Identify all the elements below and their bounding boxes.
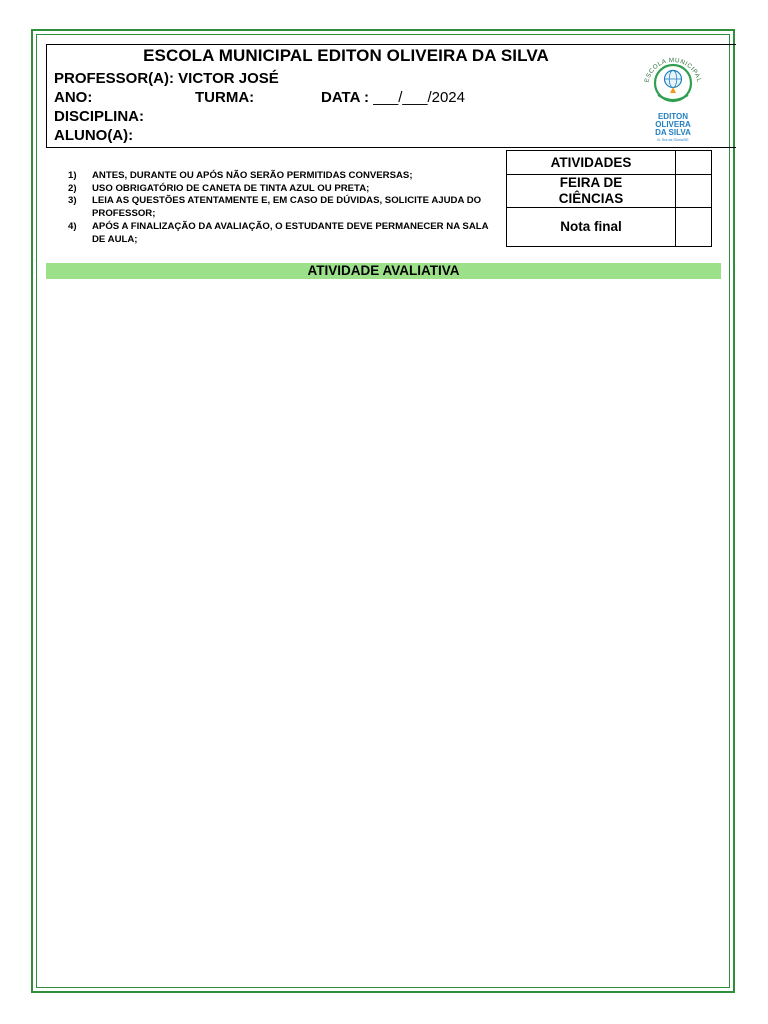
data-label: DATA : <box>321 89 370 106</box>
grade-row-feira <box>507 175 712 208</box>
disciplina-label: DISCIPLINA: <box>54 108 144 125</box>
professor-label: PROFESSOR(A): <box>54 70 174 87</box>
rule-item: 2) USO OBRIGATÓRIO DE CANETA DE TINTA AZUL OU PRETA; <box>68 182 370 194</box>
grade-row-nota-final <box>507 208 712 247</box>
logo-name-line2: OLIVERA <box>655 120 691 129</box>
professor-row <box>54 70 279 87</box>
data-value: ___/___/2024 <box>373 89 465 106</box>
flame-icon <box>670 87 676 93</box>
grade-label: ATIVIDADES <box>507 151 676 175</box>
aluno-label: ALUNO(A): <box>54 127 134 144</box>
grade-label: Nota final <box>507 208 676 247</box>
logo-small-text: N. Sra da Glória/SE <box>657 138 689 142</box>
data-row <box>321 89 465 106</box>
logo-name-line3: DA SILVA <box>655 128 691 137</box>
rule-item: 4) APÓS A FINALIZAÇÃO DA AVALIAÇÃO, O ESTUDANTE DEVE PERMANECER NA SALA DE AULA; <box>68 220 489 245</box>
grades-table <box>506 150 712 247</box>
grade-row-atividades <box>507 151 712 175</box>
activity-banner: ATIVIDADE AVALIATIVA <box>46 263 721 279</box>
rule-item: 1) ANTES, DURANTE OU APÓS NÃO SERÃO PERMITIDAS CONVERSAS; <box>68 170 413 181</box>
grade-value-cell[interactable] <box>676 208 712 247</box>
grade-label: FEIRA DE CIÊNCIAS <box>507 175 676 208</box>
professor-value: VICTOR JOSÉ <box>178 70 279 87</box>
rules-list <box>68 170 500 246</box>
ano-label: ANO: <box>54 89 93 106</box>
rule-item: 3) LEIA AS QUESTÕES ATENTAMENTE E, EM CASO DE DÚVIDAS, SOLICITE AJUDA DO PROFESSOR; <box>68 195 482 220</box>
book-icon <box>658 95 688 100</box>
logo-name-line1: EDITON <box>657 112 689 121</box>
school-logo <box>640 47 706 143</box>
turma-label: TURMA: <box>195 89 255 106</box>
grade-value-cell[interactable] <box>676 151 712 175</box>
grade-value-cell[interactable] <box>676 175 712 208</box>
logo-arc-text: ESCOLA MUNICIPAL <box>643 56 703 84</box>
school-name: ESCOLA MUNICIPAL EDITON OLIVEIRA DA SILVA <box>143 46 549 65</box>
